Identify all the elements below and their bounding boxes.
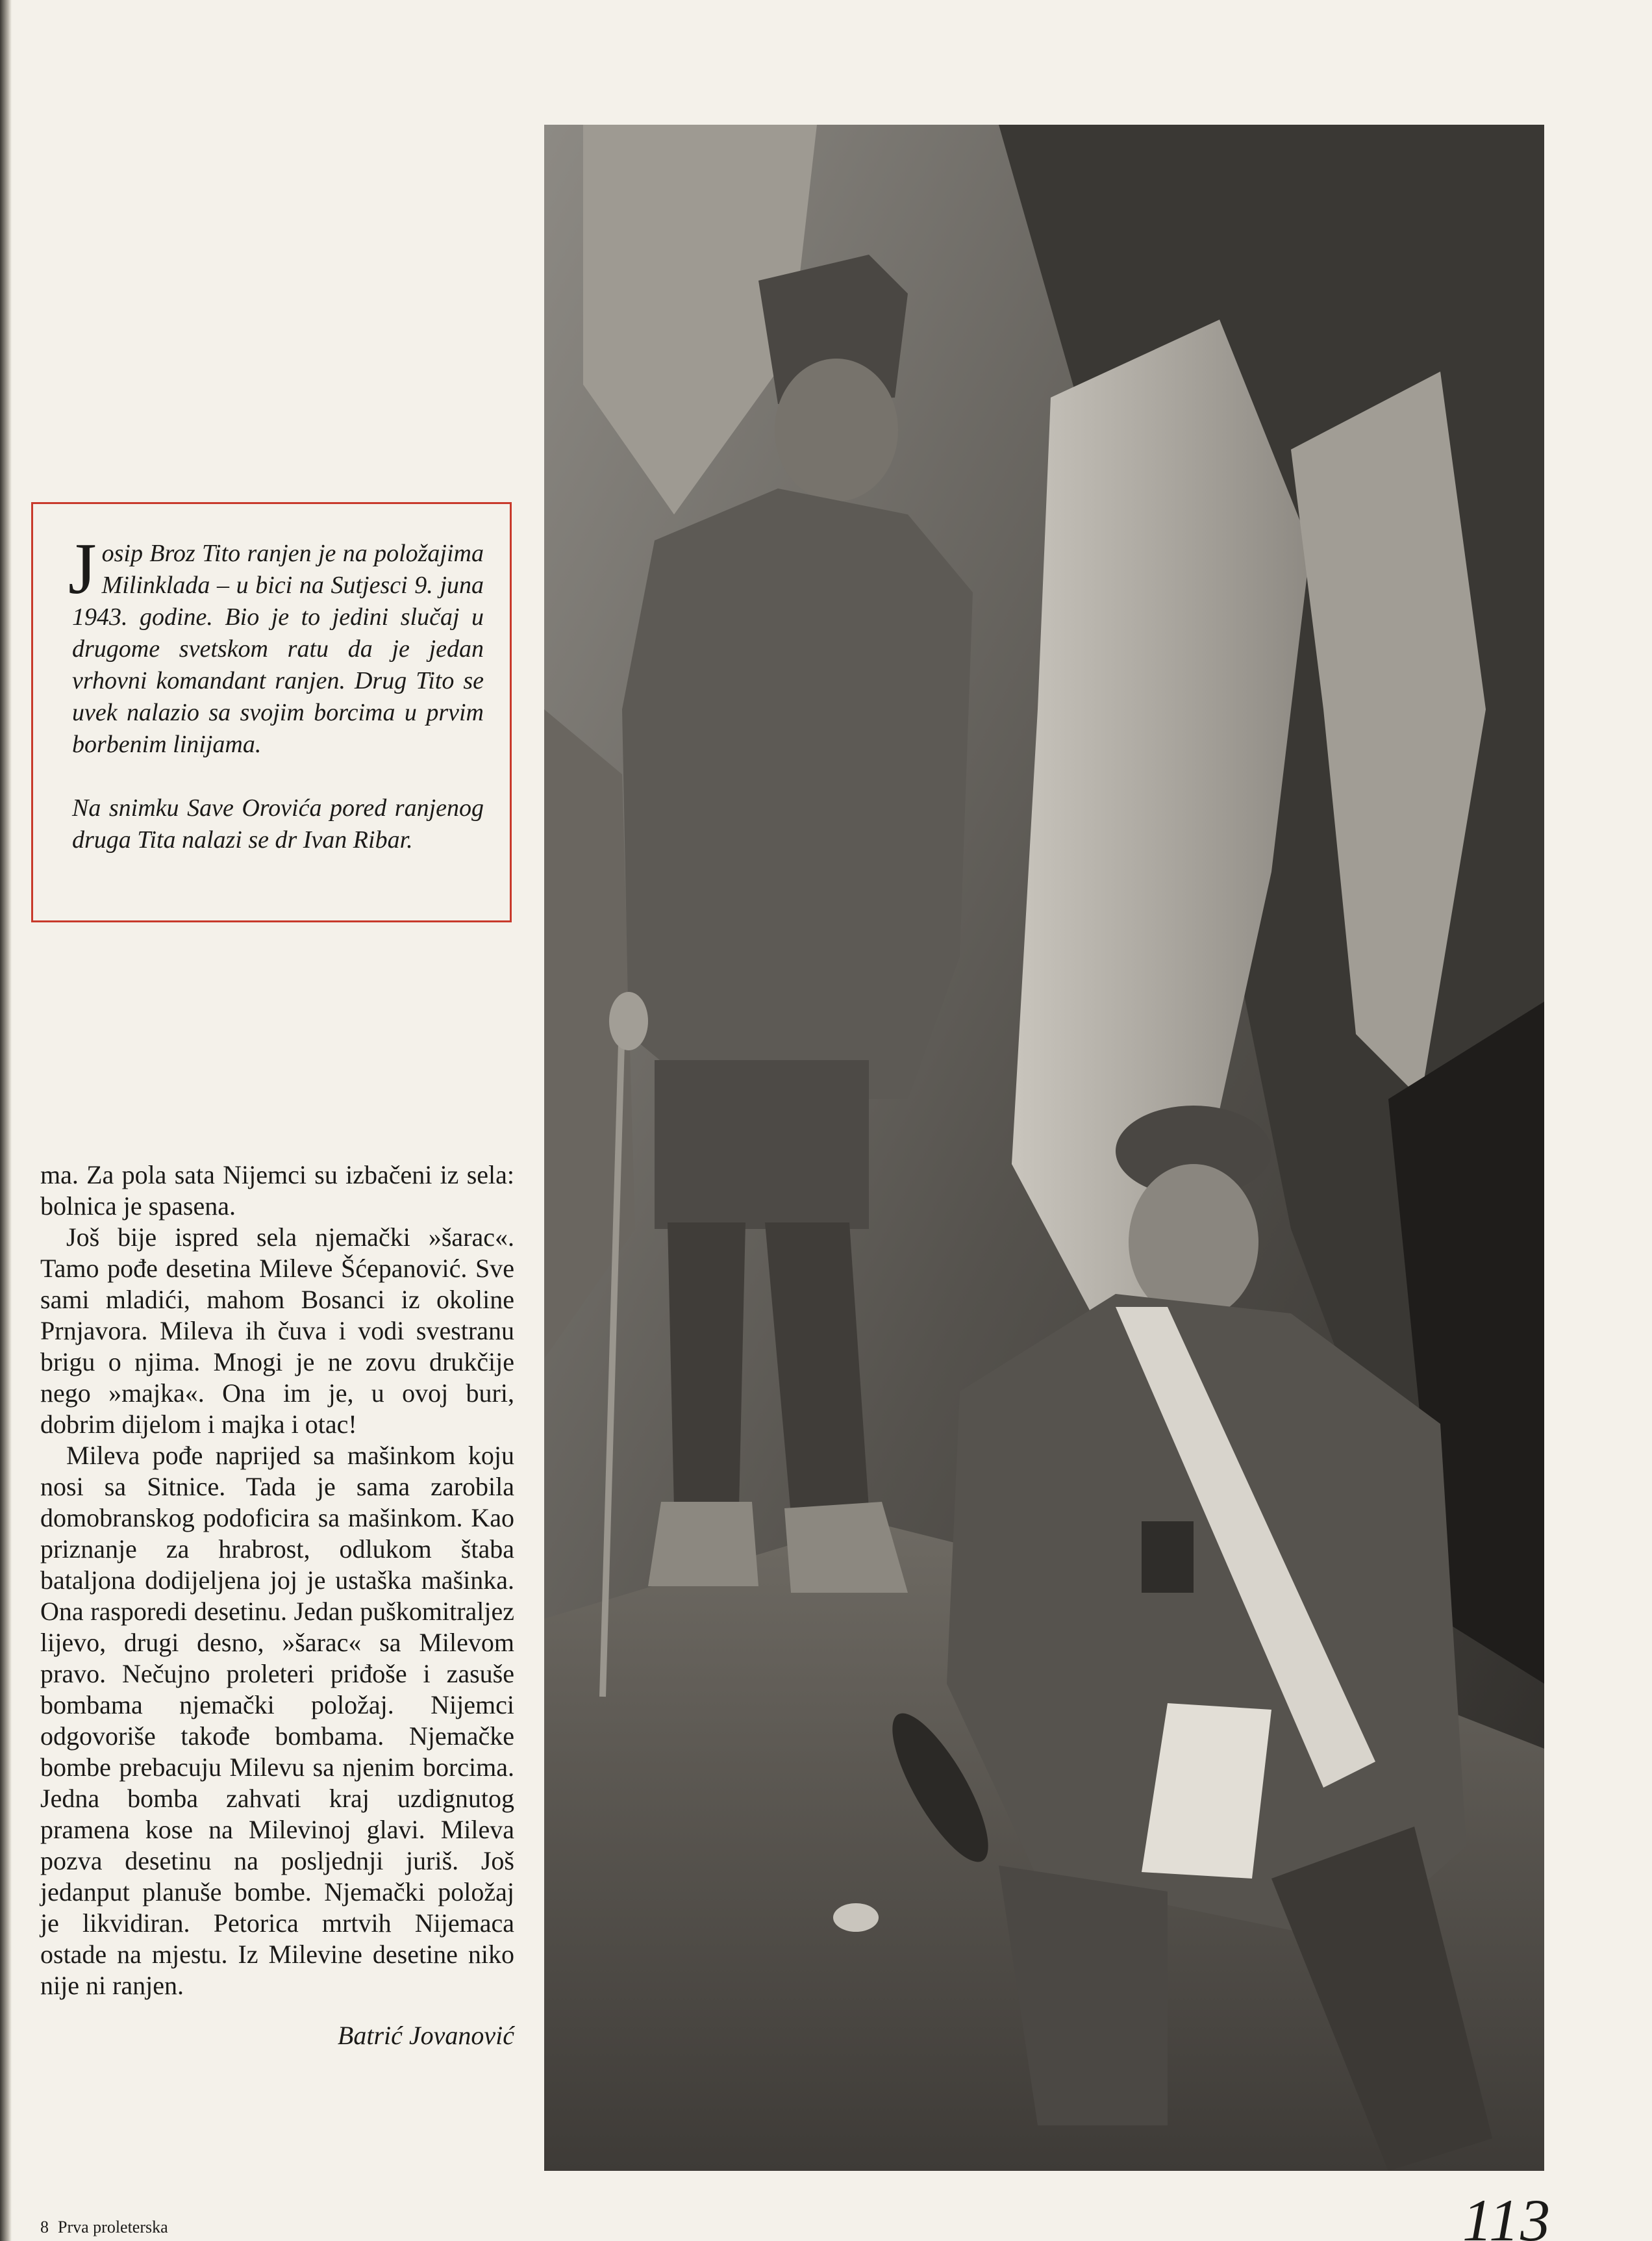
caption-paragraph-1-text: osip Broz Tito ranjen je na položajima Milinklada – u bici na Sutjesci 9. juna 1943. godine. Bio je to jedini slučaj u drugome svetskom ratu da je jedan vrhovni komandant ranjen. Drug Tito se uvek nalazio sa svojim borcima u prvim borbenim linijama. (72, 540, 484, 758)
photo-caption-box (31, 502, 512, 922)
stone (833, 1903, 879, 1932)
caption-dropcap: J (68, 529, 97, 609)
article-paragraph-3: Mileva pođe naprijed sa mašinkom koju nosi sa Sitnice. Tada je sama zarobila domobranskog podoficira sa mašinkom. Kao priznanje za hrabrost, odlukom štaba bataljona dodijeljena joj je ustaška mašinka. Ona rasporedi desetinu. Jedan puškomitraljez lijevo, drugi desno, »šarac« sa Milevom pravo. Nečujno proleteri priđoše i zasuše bombama njemački položaj. Nijemci odgovoriše takođe bombama. Njemačke bombe prebacuju Milevu sa njenim borcima. Jedna bomba zahvati kraj uzdignutog pramena kose na Milevinoj glavi. Mileva pozva desetinu na posljednji juriš. Još jedanput planuše bombe. Njemački položaj je likvidiran. Petorica mrtvih Nijemaca ostade na mjestu. Iz Milevine desetine niko nije ni ranjen. (40, 1441, 514, 2000)
page-spine-shadow (0, 0, 12, 2241)
page-footer (40, 2218, 168, 2237)
page-number: 113 (1462, 2188, 1552, 2241)
photograph-illustration (544, 125, 1544, 2171)
footer-section-title: Prva proleterska (58, 2218, 168, 2236)
article-paragraph-1: ma. Za pola sata Nijemci su izbačeni iz sela: bolnica je spasena. (40, 1160, 514, 1221)
article-body (40, 1159, 514, 2010)
caption-paragraph-1 (68, 529, 484, 761)
footer-section-number: 8 (40, 2218, 49, 2236)
historical-photograph (544, 125, 1544, 2171)
article-author: Batrić Jovanović (337, 2021, 514, 2050)
article-paragraph-2: Još bije ispred sela njemački »šarac«. Tamo pođe desetina Mileve Šćepanović. Sve sami mladići, mahom Bosanci iz okoline Prnjavora. Mileva ih čuva i vodi svestranu brigu o njima. Mnogi je ne zovu drukčije nego »majka«. Ona im je, u ovoj buri, dobrim dijelom i majka i otac! (40, 1222, 514, 1439)
caption-paragraph-2: Na snimku Save Orovića pored ranjenog druga Tita nalazi se dr Ivan Ribar. (72, 794, 484, 854)
